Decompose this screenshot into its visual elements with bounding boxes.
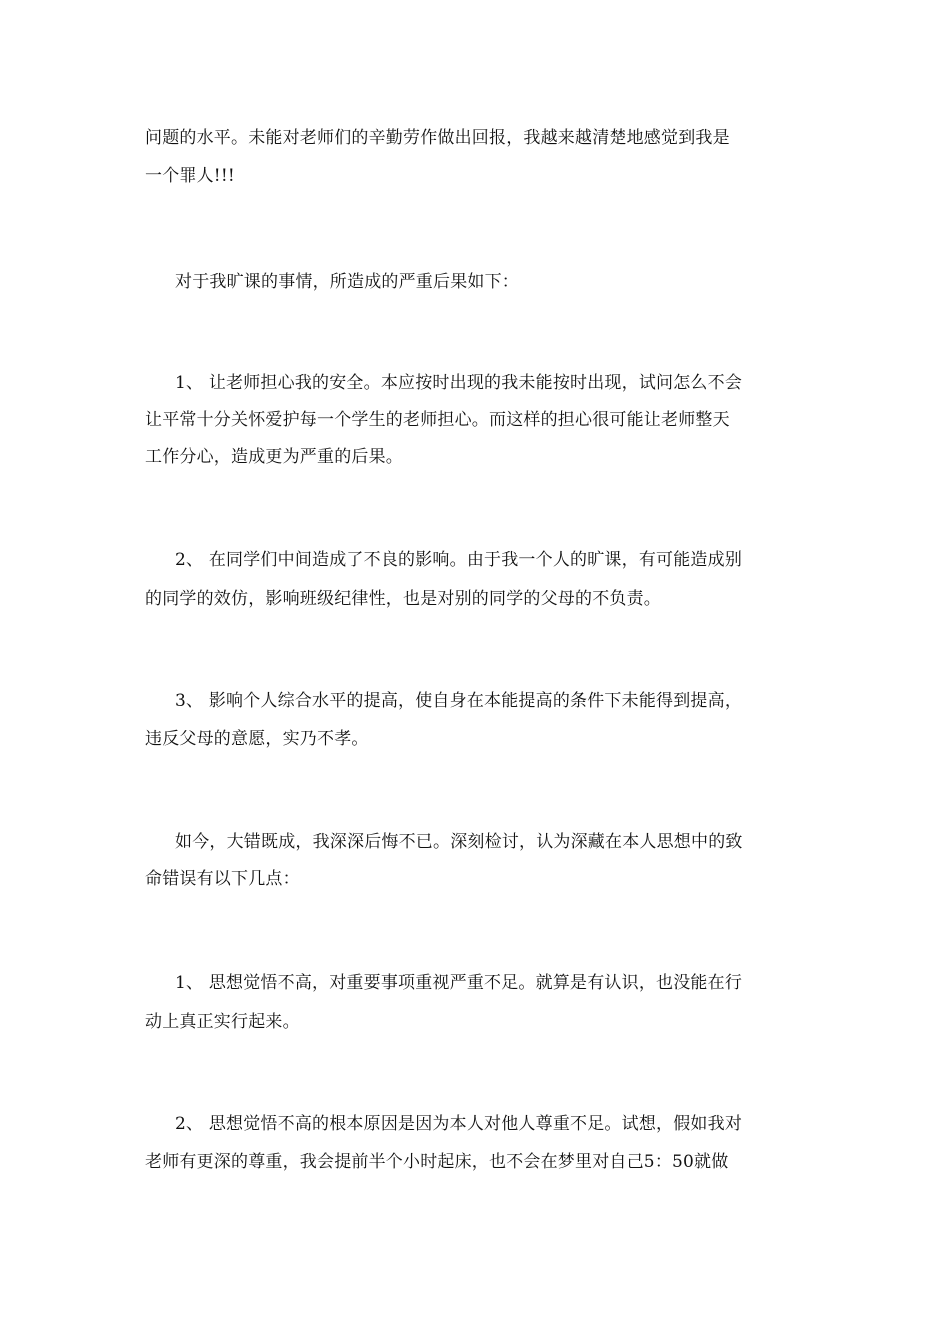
paragraph-line: 如今，大错既成，我深深后悔不已。深刻检讨，认为深藏在本人思想中的致 — [175, 832, 743, 852]
list-item-line: 的同学的效仿，影响班级纪律性，也是对别的同学的父母的不负责。 — [145, 589, 661, 609]
paragraph-line: 对于我旷课的事情，所造成的严重后果如下： — [175, 272, 519, 292]
list-item-line: 老师有更深的尊重，我会提前半个小时起床，也不会在梦里对自己5：50就做 — [145, 1152, 729, 1172]
list-item-line: 1、 让老师担心我的安全。本应按时出现的我未能按时出现，试问怎么不会 — [175, 373, 743, 393]
list-item-line: 3、 影响个人综合水平的提高，使自身在本能提高的条件下未能得到提高， — [175, 691, 743, 711]
paragraph-line: 问题的水平。未能对老师们的辛勤劳作做出回报，我越来越清楚地感觉到我是 — [145, 128, 730, 148]
list-item-line: 动上真正实行起来。 — [145, 1012, 300, 1032]
list-item-line: 违反父母的意愿，实乃不孝。 — [145, 729, 369, 749]
paragraph-line: 命错误有以下几点： — [145, 869, 300, 889]
list-item-line: 让平常十分关怀爱护每一个学生的老师担心。而这样的担心很可能让老师整天 — [145, 410, 730, 430]
paragraph-line: 一个罪人!!! — [145, 166, 235, 186]
list-item-line: 2、 思想觉悟不高的根本原因是因为本人对他人尊重不足。试想，假如我对 — [175, 1114, 743, 1134]
list-item-line: 2、 在同学们中间造成了不良的影响。由于我一个人的旷课，有可能造成别 — [175, 550, 743, 570]
list-item-line: 1、 思想觉悟不高，对重要事项重视严重不足。就算是有认识，也没能在行 — [175, 973, 743, 993]
list-item-line: 工作分心，造成更为严重的后果。 — [145, 447, 403, 467]
